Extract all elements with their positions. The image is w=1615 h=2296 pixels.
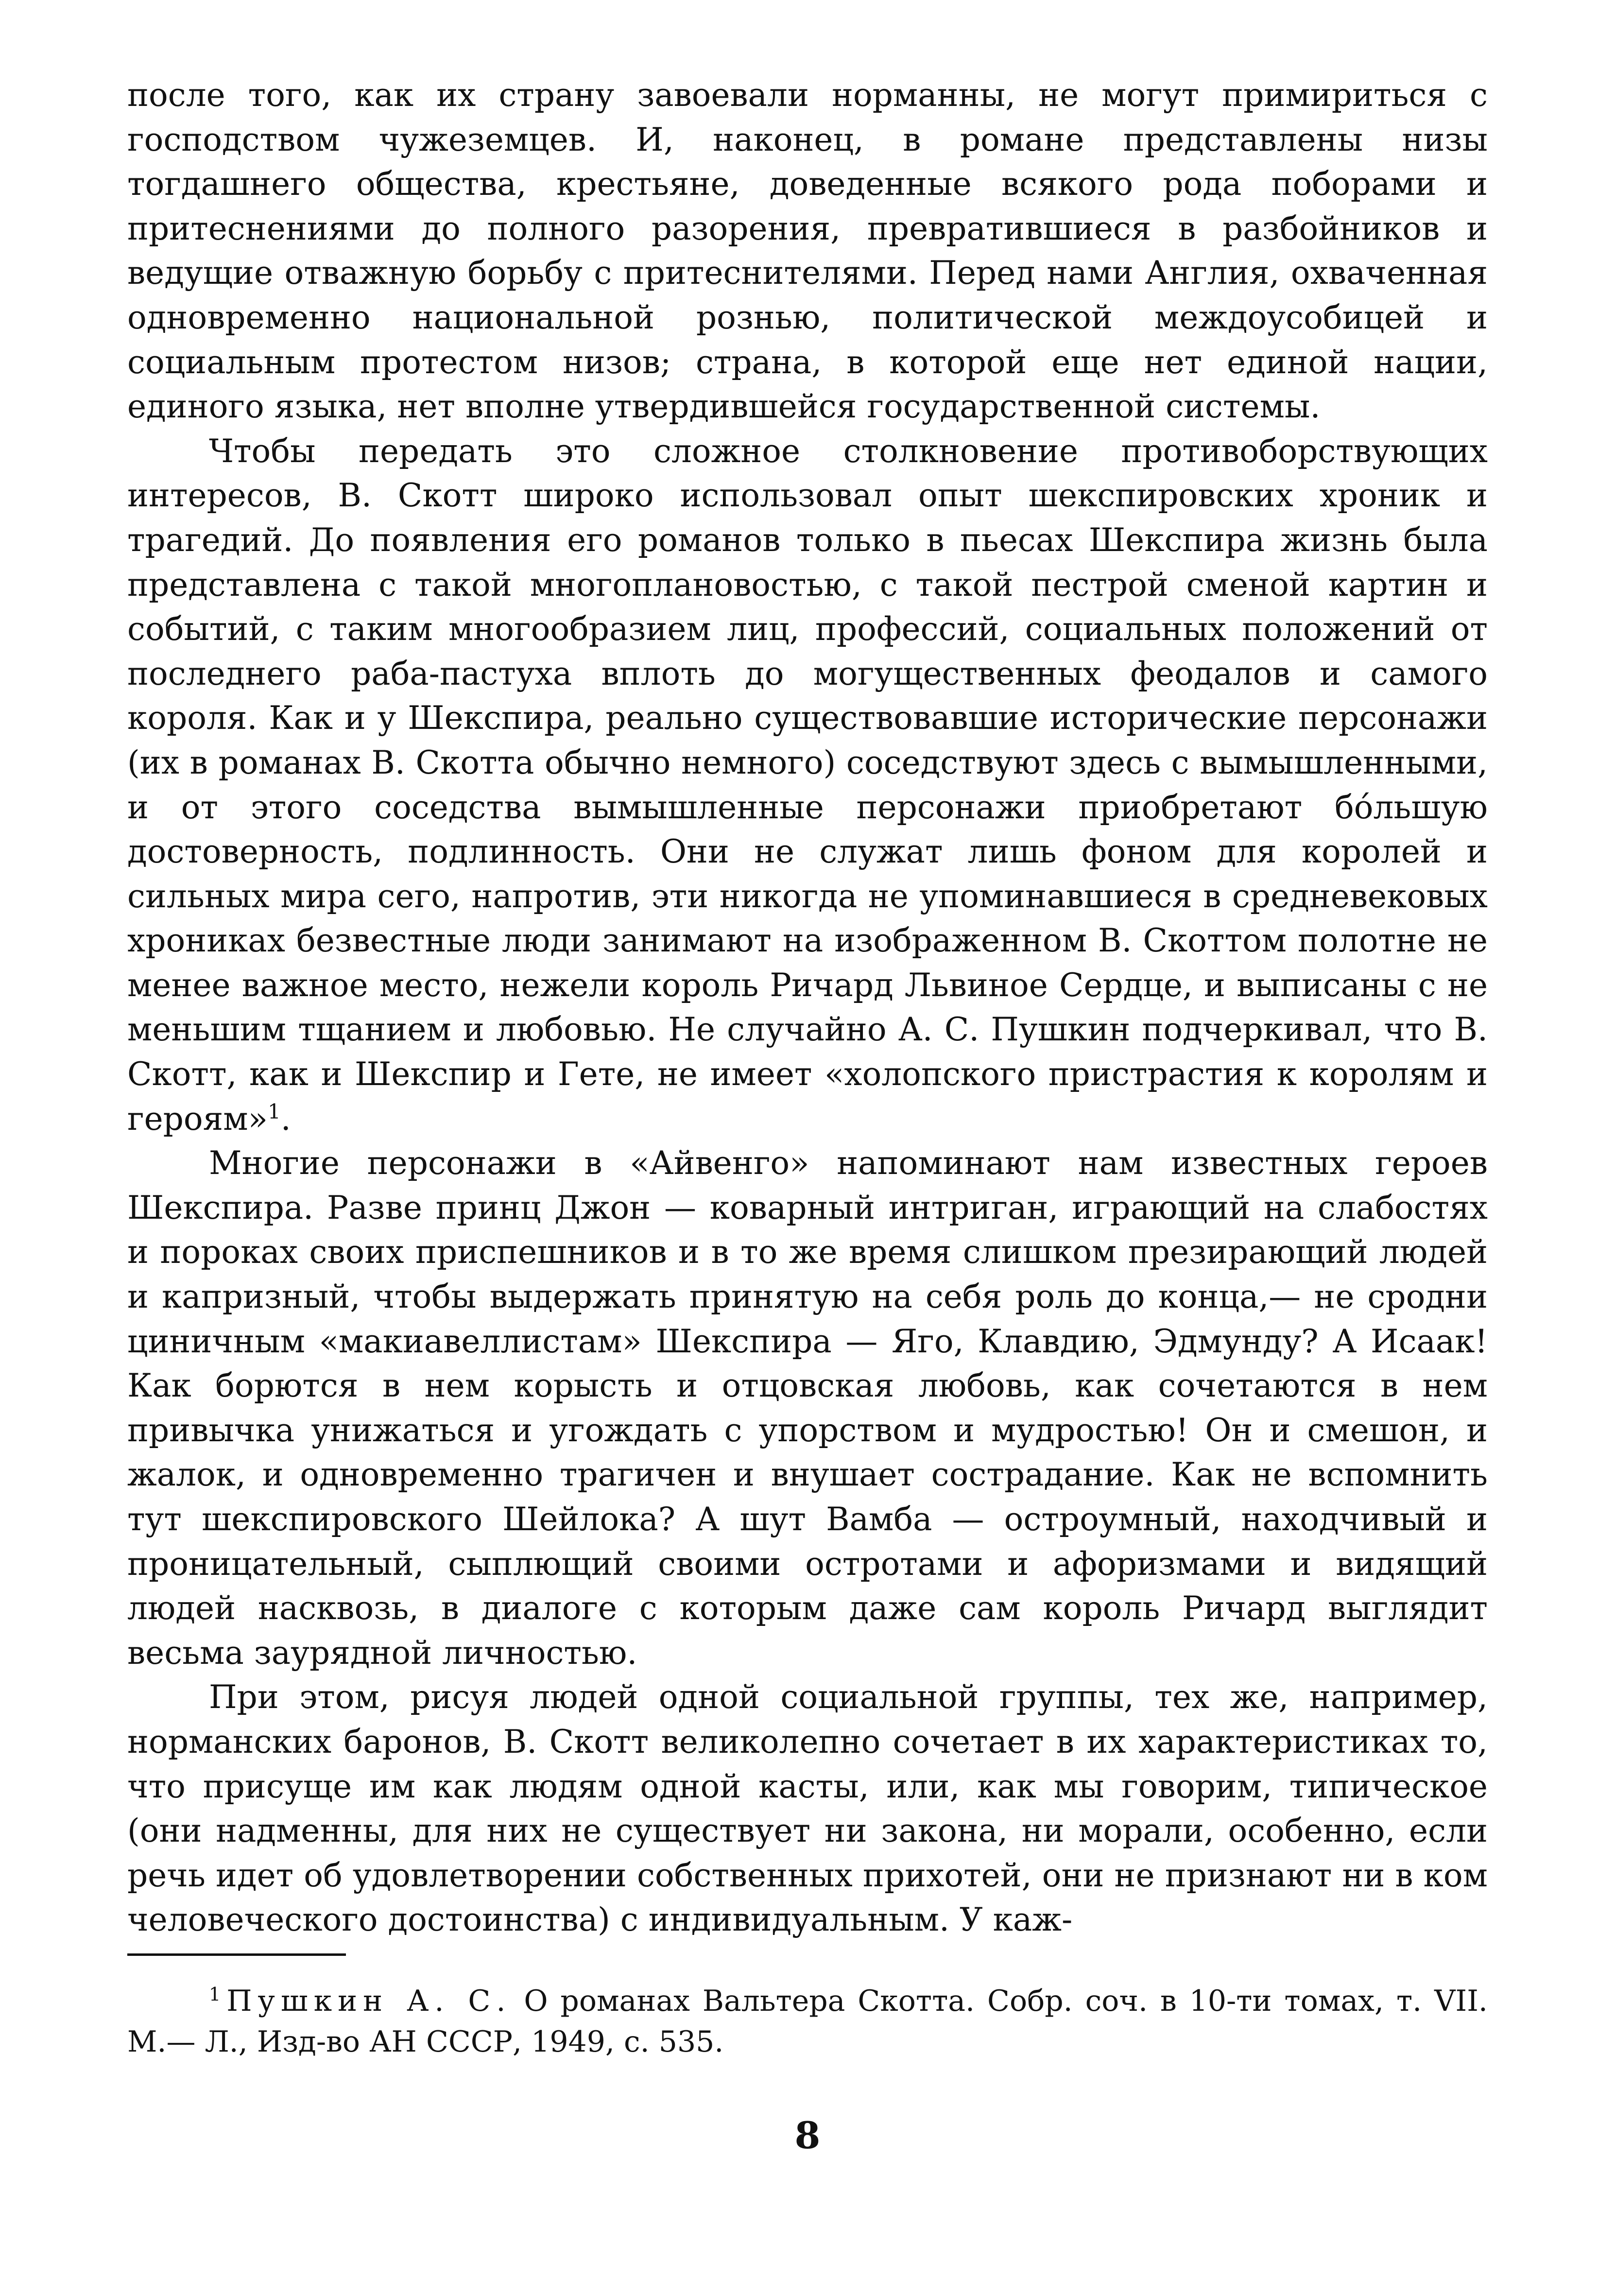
main-text	[127, 73, 1488, 1942]
footnote-reference: 1	[267, 1099, 281, 1123]
footnote-divider	[127, 1953, 346, 1956]
paragraph-2	[127, 429, 1488, 1141]
footnote-text: О романах Вальтера Скотта. Собр. соч. в 10-ти томах, т. VII. М.— Л., Изд-во АН СССР, 1949, с. 535.	[127, 1984, 1488, 2059]
paragraph-2-text: Чтобы передать это сложное столкновение противоборствующих интересов, В. Скотт широко использовал опыт шекспировских хроник и трагедий. До появления его романов только в пьесах Шекспира жизнь была представлена с такой многоплановостью, с такой пестрой сменой картин и событий, с таким многообразием лиц, профессий, социальных положений от последнего раба-пастуха вплоть до могущественных феодалов и самого короля. Как и у Шекспира, реально существовавшие исторические персонажи (их в романах В. Скотта обычно немного) соседствуют здесь с вымышленными, и от этого соседства вымышленные персонажи приобретают бóльшую достоверность, подлинность. Они не служат лишь фоном для королей и сильных мира сего, напротив, эти никогда не упоминавшиеся в средневековых хрониках безвестные люди занимают на изображенном В. Скоттом полотне не менее важное место, нежели король Ричард Львиное Сердце, и выписаны с не меньшим тщанием и любовью. Не случайно А. С. Пушкин подчеркивал, что В. Скотт, как и Шекспир и Гете, не имеет «холопского пристрастия к королям и героям»	[127, 432, 1488, 1138]
paragraph-3: Многие персонажи в «Айвенго» напоминают нам известных героев Шекспира. Разве принц Джон — коварный интриган, играющий на слабостях и пороках своих приспешников и в то же время слишком презирающий людей и капризный, чтобы выдержать принятую на себя роль до конца,— не сродни циничным «макиавеллистам» Шекспира — Яго, Клавдию, Эдмунду? А Исаак! Как борются в нем корысть и отцовская любовь, как сочетаются в нем привычка унижаться и угождать с упорством и мудростью! Он и смешон, и жалок, и одновременно трагичен и внушает сострадание. Как не вспомнить тут шекспировского Шейлока? А шут Вамба — остроумный, находчивый и проницательный, сыплющий своими остротами и афоризмами и видящий людей насквозь, в диалоге с которым даже сам король Ричард выглядит весьма заурядной личностью.	[127, 1144, 1488, 1672]
paragraph-1: после того, как их страну завоевали норманны, не могут примириться с господством чужеземцев. И, наконец, в романе представлены низы тогдашнего общества, крестьяне, доведенные всякого рода поборами и притеснениями до полного разорения, превратившиеся в разбойников и ведущие отважную борьбу с притеснителями. Перед нами Англия, охваченная одновременно национальной рознью, политической междоусобицей и социальным протестом низов; страна, в которой еще нет единой нации, единого языка, нет вполне утвердившейся государственной системы.	[127, 76, 1488, 426]
footnote-author: Пушкин А. С.	[226, 1984, 512, 2018]
footnote	[127, 1981, 1488, 2062]
footnote-mark: 1	[209, 1984, 221, 2005]
paragraph-2-end: .	[280, 1100, 291, 1138]
paragraph-4: При этом, рисуя людей одной социальной группы, тех же, например, норманских баронов, В. Скотт великолепно сочетает в их характеристиках то, что присуще им как людям одной касты, или, как мы говорим, типическое (они надменны, для них не существует ни закона, ни морали, особенно, если речь идет об удовлетворении собственных прихотей, они не признают ни в ком человеческого достоинства) с индивидуальным. У каж-	[127, 1678, 1488, 1939]
page-number: 8	[794, 2114, 821, 2157]
